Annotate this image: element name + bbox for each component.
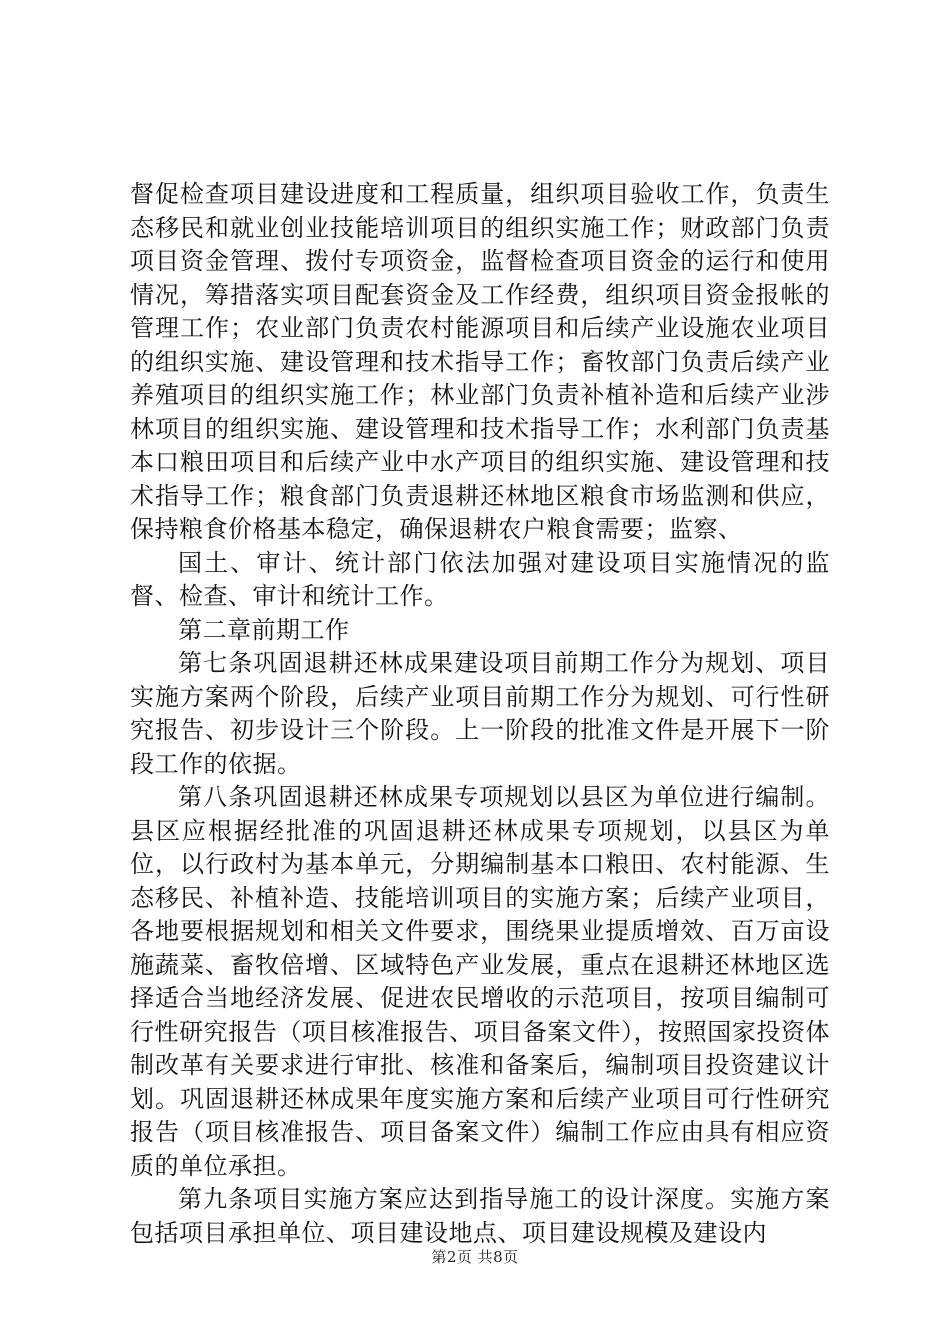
paragraph-supervision: 国土、审计、统计部门依法加强对建设项目实施情况的监督、检查、审计和统计工作。 xyxy=(130,548,830,610)
page-number-footer: 第2页 共8页 xyxy=(431,1248,519,1266)
paragraph-article-7: 第七条巩固退耕还林成果建设项目前期工作分为规划、项目实施方案两个阶段，后续产业项目前期工作分为规划、可行性研究报告、初步设计三个阶段。上一阶段的批准文件是开展下一阶段工作的依据。 xyxy=(130,649,830,778)
paragraph-article-8: 第八条巩固退耕还林成果专项规划以县区为单位进行编制。县区应根据经批准的巩固退耕还林成果专项规划，以县区为单位，以行政村为基本单元，分期编制基本口粮田、农村能源、生态移民、补植补造、技能培训项目的实施方案；后续产业项目，各地要根据规划和相关文件要求，围绕果业提质增效、百万亩设施蔬菜、畜牧倍增、区域特色产业发展，重点在退耕还林地区选择适合当地经济发展、促进农民增收的示范项目，按项目编制可行性研究报告（项目核准报告、项目备案文件），按照国家投资体制改革有关要求进行审批、核准和备案后，编制项目投资建议计划。巩固退耕还林成果年度实施方案和后续产业项目可行性研究报告（项目核准报告、项目备案文件）编制工作应由具有相应资质的单位承担。 xyxy=(130,783,830,1180)
document-body xyxy=(130,178,830,1250)
paragraph-article-9: 第九条项目实施方案应达到指导施工的设计深度。实施方案包括项目承担单位、项目建设地点、项目建设规模及建设内 xyxy=(130,1185,830,1247)
chapter-heading: 第二章前期工作 xyxy=(178,615,350,644)
paragraph-department-duties: 督促检查项目建设进度和工程质量，组织项目验收工作，负责生态移民和就业创业技能培训项目的组织实施工作；财政部门负责项目资金管理、拨付专项资金，监督检查项目资金的运行和使用情况，筹措落实项目配套资金及工作经费，组织项目资金报帐的管理工作；农业部门负责农村能源项目和后续产业设施农业项目的组织实施、建设管理和技术指导工作；畜牧部门负责后续产业养殖项目的组织实施工作；林业部门负责补植补造和后续产业涉林项目的组织实施、建设管理和技术指导工作；水利部门负责基本口粮田项目和后续产业中水产项目的组织实施、建设管理和技术指导工作；粮食部门负责退耕还林地区粮食市场监测和供应，保持粮食价格基本稳定，确保退耕农户粮食需要；监察、 xyxy=(130,180,830,543)
